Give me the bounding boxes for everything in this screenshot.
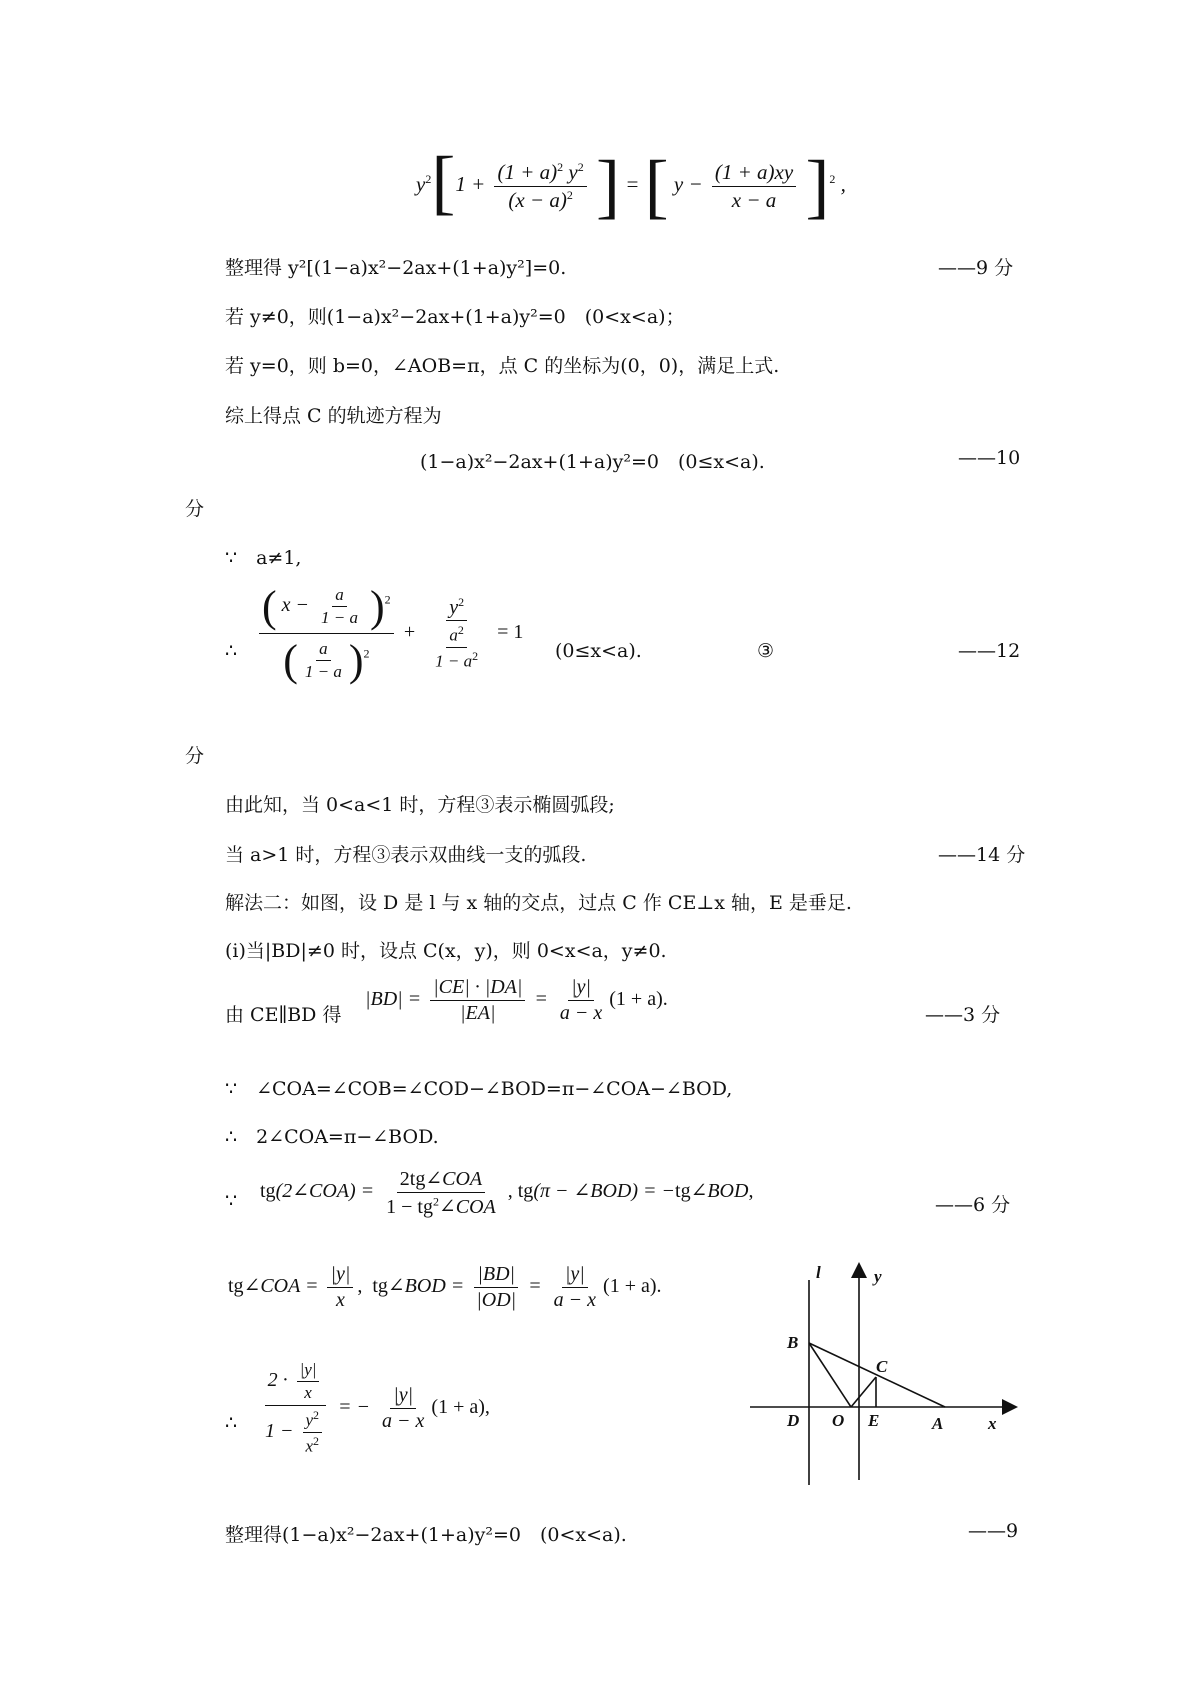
line-12-prefix: 由 CE∥BD 得: [225, 1004, 342, 1026]
because-tg: ∵: [225, 1190, 238, 1212]
score-12: ——12: [958, 640, 1021, 662]
equation-tg-coa-bod: tg∠COA = $\frac{|y|}{x}$ , tg∠BOD = $\frac{|BD|}{|OD|}$ = $\frac{|y|}{a - x}$ (1 + a).: [228, 1263, 662, 1311]
equation-top: $y^2[1$ + $\frac{(1 + a)^2 y^2}{(x - a)^2}$ ] = [ y − $\frac{(1 + a)xy}{x - a}$ ]$^2$ ,: [416, 142, 846, 226]
label-d: D: [787, 1411, 800, 1430]
label-e: E: [868, 1411, 880, 1430]
line-13: ∵ ∠COA=∠COB=∠COD−∠BOD=π−∠COA−∠BOD,: [225, 1078, 733, 1100]
circled-three: ③: [757, 640, 775, 662]
equation-final: 2 · $\frac{|y|}{x}$ 1 − $\frac{y^2}{x^2}$ = − $\frac{|y|}{a - x}$ (1 + a),: [265, 1360, 490, 1456]
line-4: 综上得点 C 的轨迹方程为: [225, 405, 442, 427]
line-11: (ⅰ)当|BD|≠0 时，设点 C(x，y)，则 0<x<a，y≠0.: [225, 940, 667, 962]
equation-ellipse: ( x − $\frac{a}{1 - a}$ )$^2$ ( $\frac{a}{1 - a}$ )$^2$ + $\frac{y^2}{\frac{a^2}{1 - a^2}}$ = 1: [255, 580, 523, 687]
label-o: O: [832, 1411, 845, 1430]
fen-2: 分: [185, 745, 205, 767]
line-2: 若 y≠0，则(1−a)x²−2ax+(1+a)y²=0 (0<x<a)；: [225, 306, 685, 328]
score-14: ——14 分: [938, 844, 1026, 866]
score-3: ——3 分: [925, 1004, 1001, 1026]
therefore-1: ∴: [225, 640, 238, 662]
line-8: 由此知，当 0<a<1 时，方程③表示椭圆弧段;: [225, 794, 615, 816]
therefore-2: ∴: [225, 1412, 238, 1434]
label-y: y: [874, 1267, 882, 1286]
line-10: 解法二：如图，设 D 是 l 与 x 轴的交点，过点 C 作 CE⊥x 轴，E 是垂足.: [225, 892, 852, 914]
fen-1: 分: [185, 498, 205, 520]
line-1: 整理得 y²[(1−a)x²−2ax+(1+a)y²]=0.: [225, 257, 567, 279]
line-3: 若 y=0，则 b=0，∠AOB=π，点 C 的坐标为(0，0)，满足上式.: [225, 355, 780, 377]
label-x: x: [988, 1414, 997, 1433]
label-a: A: [932, 1414, 944, 1433]
equation-bd: |BD| = $\frac{|CE| \cdot |DA|}{|EA|}$ = $\frac{|y|}{a - x}$ (1 + a).: [365, 976, 668, 1024]
score-9-a: ——9 分: [938, 257, 1014, 279]
label-c: C: [876, 1357, 888, 1376]
label-l: l: [816, 1263, 821, 1282]
line-5: (1−a)x²−2ax+(1+a)y²=0 (0≤x<a).: [420, 451, 765, 473]
score-10: ——10: [958, 447, 1021, 469]
line-18: 整理得(1−a)x²−2ax+(1+a)y²=0 (0<x<a).: [225, 1524, 627, 1546]
line-14: ∴ 2∠COA=π−∠BOD.: [225, 1126, 439, 1148]
segment-oc: [851, 1377, 876, 1407]
score-6: ——6 分: [935, 1194, 1011, 1216]
score-9-b: ——9: [968, 1520, 1019, 1542]
equation-tg-double: tg(2∠COA) = $\frac{\text{2tg∠COA}}{1 - tg^2\angle COA}$ , tg(π − ∠BOD) = −tg∠BOD,: [260, 1165, 753, 1220]
geometry-figure: [740, 1260, 1020, 1490]
line-9: 当 a>1 时，方程③表示双曲线一支的弧段.: [225, 844, 587, 866]
line-6: ∵ a≠1,: [225, 547, 302, 569]
label-b: B: [787, 1333, 799, 1352]
ellipse-condition: (0≤x<a).: [555, 640, 642, 662]
